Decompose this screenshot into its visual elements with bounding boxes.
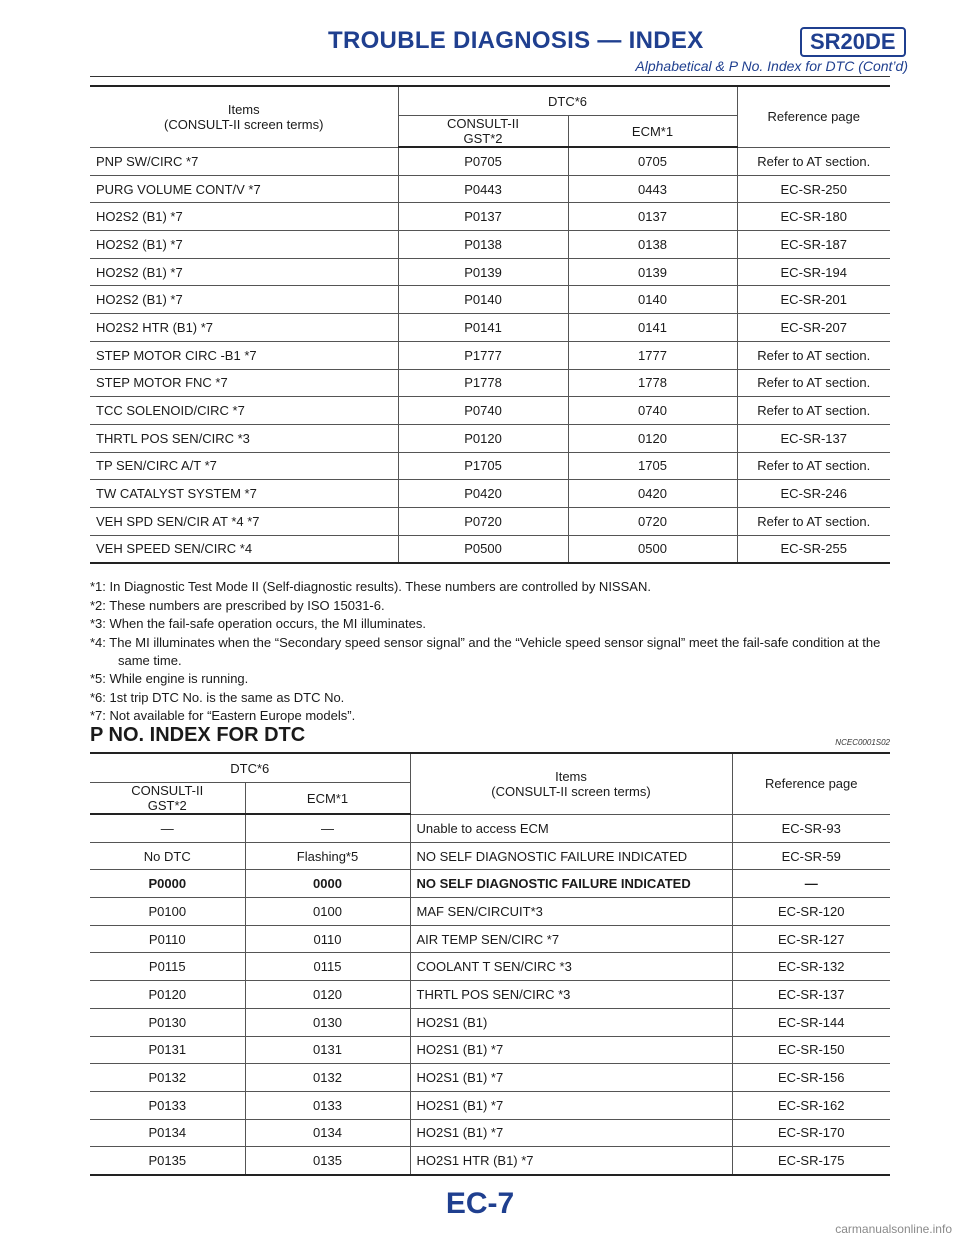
ecm-code-cell: Flashing*5	[245, 842, 410, 870]
table-row	[90, 231, 890, 259]
ecm-code-cell: 0133	[245, 1091, 410, 1119]
ecm-code-cell: 1778	[568, 369, 737, 397]
consult-code-cell: P0740	[398, 397, 568, 425]
consult-code-cell: P0705	[398, 147, 568, 175]
table-row	[90, 1008, 890, 1036]
footnote: *6: 1st trip DTC No. is the same as DTC No.	[90, 689, 345, 705]
reference-cell: EC-SR-187	[737, 231, 890, 259]
dtc-column-header: DTC*6	[398, 86, 737, 116]
ecm-code-cell: 0140	[568, 286, 737, 314]
ecm-code-cell: 0100	[245, 898, 410, 926]
reference-cell: EC-SR-127	[732, 925, 890, 953]
item-cell: Unable to access ECM	[410, 814, 732, 842]
consult-code-cell: P0135	[90, 1147, 245, 1175]
consult-code-cell: P0420	[398, 480, 568, 508]
item-cell: STEP MOTOR FNC *7	[90, 369, 398, 397]
ecm-column-header: ECM*1	[245, 783, 410, 815]
reference-cell: Refer to AT section.	[737, 341, 890, 369]
item-cell: TP SEN/CIRC A/T *7	[90, 452, 398, 480]
item-cell: HO2S2 (B1) *7	[90, 231, 398, 259]
item-cell: THRTL POS SEN/CIRC *3	[90, 424, 398, 452]
ecm-code-cell: 0000	[245, 870, 410, 898]
ecm-column-header: ECM*1	[568, 116, 737, 148]
p-number-dtc-table	[90, 752, 890, 1176]
footnote: *4: The MI illuminates when the “Secondary speed sensor signal” and the “Vehicle speed sensor signal” meet the fail-safe condition at the same time.	[90, 634, 881, 668]
footnotes	[90, 578, 890, 726]
ecm-code-cell: 0130	[245, 1008, 410, 1036]
item-cell: COOLANT T SEN/CIRC *3	[410, 953, 732, 981]
ecm-code-cell: 0137	[568, 203, 737, 231]
ecm-code-cell: 0443	[568, 175, 737, 203]
reference-cell: EC-SR-180	[737, 203, 890, 231]
ecm-code-cell: 0110	[245, 925, 410, 953]
consult-column-header	[398, 116, 568, 148]
consult-code-cell: P0134	[90, 1119, 245, 1147]
consult-code-cell: P0000	[90, 870, 245, 898]
item-cell: HO2S2 HTR (B1) *7	[90, 314, 398, 342]
footnote: *7: Not available for “Eastern Europe models”.	[90, 708, 356, 723]
item-cell: HO2S2 (B1) *7	[90, 286, 398, 314]
item-cell: THRTL POS SEN/CIRC *3	[410, 981, 732, 1009]
table-row	[90, 1147, 890, 1175]
header-divider	[90, 76, 890, 77]
consult-header-line2: GST*2	[147, 798, 187, 813]
ecm-code-cell: —	[245, 814, 410, 842]
consult-code-cell: P1777	[398, 341, 568, 369]
items-header-line1: Items	[227, 101, 260, 117]
item-cell: TW CATALYST SYSTEM *7	[90, 480, 398, 508]
item-cell: AIR TEMP SEN/CIRC *7	[410, 925, 732, 953]
consult-code-cell: —	[90, 814, 245, 842]
item-cell: HO2S1 (B1) *7	[410, 1119, 732, 1147]
item-cell: NO SELF DIAGNOSTIC FAILURE INDICATED	[410, 870, 732, 898]
reference-cell: EC-SR-120	[732, 898, 890, 926]
reference-cell: Refer to AT section.	[737, 507, 890, 535]
consult-code-cell: P0139	[398, 258, 568, 286]
ecm-code-cell: 0134	[245, 1119, 410, 1147]
table-row	[90, 397, 890, 425]
ecm-code-cell: 0132	[245, 1064, 410, 1092]
table-row	[90, 507, 890, 535]
item-cell: HO2S1 (B1) *7	[410, 1036, 732, 1064]
reference-cell: EC-SR-144	[732, 1008, 890, 1036]
table-row	[90, 1091, 890, 1119]
footnote: *1: In Diagnostic Test Mode II (Self-diagnostic results). These numbers are controlled by NISSAN.	[90, 579, 651, 594]
reference-cell: Refer to AT section.	[737, 452, 890, 480]
reference-cell: EC-SR-175	[732, 1147, 890, 1175]
table-row	[90, 1119, 890, 1147]
ecm-code-cell: 0720	[568, 507, 737, 535]
table-row	[90, 341, 890, 369]
table-row	[90, 925, 890, 953]
ecm-code-cell: 0135	[245, 1147, 410, 1175]
table-row	[90, 424, 890, 452]
item-cell: STEP MOTOR CIRC -B1 *7	[90, 341, 398, 369]
p-number-table-body	[90, 814, 890, 1175]
footnote: *2: These numbers are prescribed by ISO 15031-6.	[90, 597, 385, 613]
reference-cell: EC-SR-207	[737, 314, 890, 342]
reference-cell: EC-SR-201	[737, 286, 890, 314]
consult-code-cell: P0110	[90, 925, 245, 953]
items-column-header	[90, 86, 398, 147]
reference-cell: EC-SR-250	[737, 175, 890, 203]
ecm-code-cell: 0131	[245, 1036, 410, 1064]
section-code: NCEC0001S02	[835, 738, 890, 747]
table-row	[90, 1036, 890, 1064]
ecm-code-cell: 0139	[568, 258, 737, 286]
consult-code-cell: P0132	[90, 1064, 245, 1092]
reference-cell: —	[732, 870, 890, 898]
table-row	[90, 1064, 890, 1092]
consult-code-cell: P0100	[90, 898, 245, 926]
consult-code-cell: P0133	[90, 1091, 245, 1119]
reference-cell: EC-SR-59	[732, 842, 890, 870]
reference-cell: Refer to AT section.	[737, 369, 890, 397]
table-row	[90, 898, 890, 926]
engine-code-badge: SR20DE	[800, 27, 906, 57]
table-row	[90, 981, 890, 1009]
ecm-code-cell: 0115	[245, 953, 410, 981]
reference-cell: EC-SR-156	[732, 1064, 890, 1092]
table-row	[90, 175, 890, 203]
item-cell: HO2S2 (B1) *7	[90, 258, 398, 286]
item-cell: PNP SW/CIRC *7	[90, 147, 398, 175]
item-cell: VEH SPD SEN/CIR AT *4 *7	[90, 507, 398, 535]
ecm-code-cell: 0138	[568, 231, 737, 259]
reference-cell: Refer to AT section.	[737, 147, 890, 175]
items-column-header	[410, 753, 732, 814]
table-row	[90, 953, 890, 981]
table-row	[90, 203, 890, 231]
table-row	[90, 369, 890, 397]
ecm-code-cell: 0420	[568, 480, 737, 508]
dtc-column-header: DTC*6	[90, 753, 410, 783]
reference-cell: EC-SR-170	[732, 1119, 890, 1147]
consult-code-cell: P1705	[398, 452, 568, 480]
page-header-subtitle: Alphabetical & P No. Index for DTC (Cont’d)	[635, 58, 908, 74]
consult-code-cell: P0130	[90, 1008, 245, 1036]
consult-code-cell: P0137	[398, 203, 568, 231]
item-cell: MAF SEN/CIRCUIT*3	[410, 898, 732, 926]
table-row	[90, 814, 890, 842]
reference-cell: EC-SR-194	[737, 258, 890, 286]
item-cell: HO2S1 (B1) *7	[410, 1091, 732, 1119]
section-title: P NO. INDEX FOR DTC	[90, 724, 306, 746]
reference-cell: EC-SR-162	[732, 1091, 890, 1119]
watermark: carmanualsonline.info	[835, 1222, 952, 1236]
item-cell: PURG VOLUME CONT/V *7	[90, 175, 398, 203]
ecm-code-cell: 0740	[568, 397, 737, 425]
reference-cell: EC-SR-150	[732, 1036, 890, 1064]
reference-column-header: Reference page	[732, 753, 890, 814]
items-header-line2: (CONSULT-II screen terms)	[164, 116, 324, 132]
ecm-code-cell: 1777	[568, 341, 737, 369]
table-row	[90, 314, 890, 342]
reference-cell: EC-SR-137	[737, 424, 890, 452]
table-row	[90, 870, 890, 898]
consult-code-cell: P0140	[398, 286, 568, 314]
alphabetical-table-body	[90, 147, 890, 563]
reference-cell: EC-SR-255	[737, 535, 890, 563]
items-header-line2: (CONSULT-II screen terms)	[491, 783, 651, 799]
table-row	[90, 842, 890, 870]
consult-code-cell: P0138	[398, 231, 568, 259]
consult-code-cell: P0115	[90, 953, 245, 981]
ecm-code-cell: 0705	[568, 147, 737, 175]
consult-code-cell: P0443	[398, 175, 568, 203]
table-row	[90, 452, 890, 480]
reference-cell: EC-SR-246	[737, 480, 890, 508]
page-header-title: TROUBLE DIAGNOSIS — INDEX	[328, 27, 704, 54]
ecm-code-cell: 0141	[568, 314, 737, 342]
item-cell: HO2S2 (B1) *7	[90, 203, 398, 231]
item-cell: HO2S1 (B1) *7	[410, 1064, 732, 1092]
item-cell: HO2S1 HTR (B1) *7	[410, 1147, 732, 1175]
item-cell: HO2S1 (B1)	[410, 1008, 732, 1036]
item-cell: NO SELF DIAGNOSTIC FAILURE INDICATED	[410, 842, 732, 870]
ecm-code-cell: 0120	[245, 981, 410, 1009]
reference-cell: EC-SR-93	[732, 814, 890, 842]
consult-code-cell: P0120	[398, 424, 568, 452]
consult-header-line2: GST*2	[463, 131, 503, 146]
consult-code-cell: P0500	[398, 535, 568, 563]
items-header-line1: Items	[555, 768, 587, 784]
reference-cell: Refer to AT section.	[737, 397, 890, 425]
consult-code-cell: P0131	[90, 1036, 245, 1064]
reference-cell: EC-SR-137	[732, 981, 890, 1009]
table-row	[90, 258, 890, 286]
consult-code-cell: P0141	[398, 314, 568, 342]
table-row	[90, 286, 890, 314]
consult-code-cell: P0720	[398, 507, 568, 535]
reference-cell: EC-SR-132	[732, 953, 890, 981]
ecm-code-cell: 0500	[568, 535, 737, 563]
consult-column-header	[90, 783, 245, 815]
ecm-code-cell: 0120	[568, 424, 737, 452]
item-cell: TCC SOLENOID/CIRC *7	[90, 397, 398, 425]
reference-column-header: Reference page	[737, 86, 890, 147]
footnote: *3: When the fail-safe operation occurs, the MI illuminates.	[90, 616, 426, 631]
consult-header-line1: CONSULT-II	[447, 116, 519, 131]
consult-code-cell: No DTC	[90, 842, 245, 870]
table-row	[90, 535, 890, 563]
consult-code-cell: P1778	[398, 369, 568, 397]
consult-code-cell: P0120	[90, 981, 245, 1009]
item-cell: VEH SPEED SEN/CIRC *4	[90, 535, 398, 563]
table-row	[90, 147, 890, 175]
ecm-code-cell: 1705	[568, 452, 737, 480]
page-number: EC-7	[445, 1187, 515, 1220]
alphabetical-dtc-table	[90, 85, 890, 564]
consult-header-line1: CONSULT-II	[131, 783, 204, 798]
footnote: *5: While engine is running.	[90, 671, 249, 686]
table-row	[90, 480, 890, 508]
